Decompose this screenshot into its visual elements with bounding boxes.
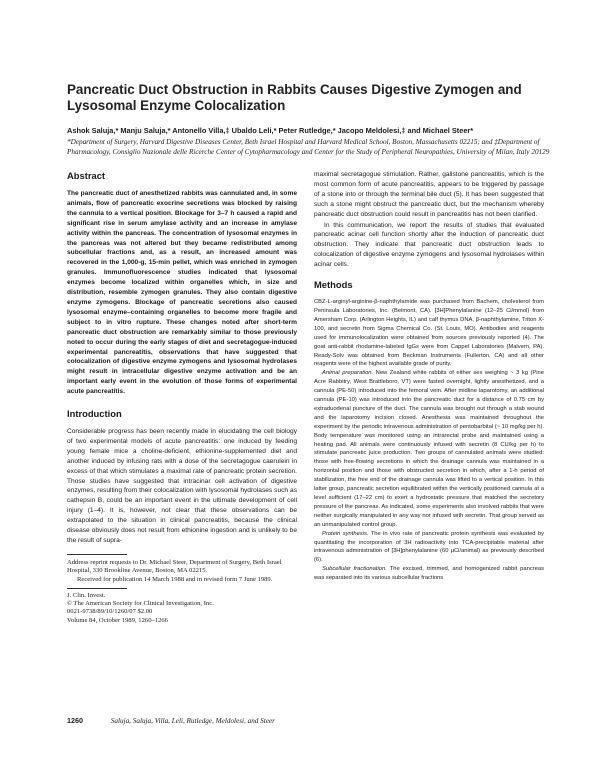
introduction-paragraph-3: In this communication, we report the results of studies that evaluated pancreatic acinar cell function shortly after the induction of pancreatic duct obstruction. They indicate that pancreatic duct obstruction leads to colocalization of digestive enzyme zymogens and lysosomal hydrolases within acinar cells. bbox=[314, 221, 544, 269]
article-title: Pancreatic Duct Obstruction in Rabbits Causes Digestive Zymogen and Lysosomal Enzyme Colocalization bbox=[67, 82, 522, 113]
right-column bbox=[314, 170, 544, 583]
page-number: 1260 bbox=[67, 716, 83, 725]
protein-synthesis-text: The in vivo rate of pancreatic protein synthesis was evaluated by quantitating the incorporation of 3H radioactivity into TCA-precipitable material after intravenous administration of [3H]phenylalanine (60 μCi/animal) as previously described (6). bbox=[314, 530, 544, 564]
left-column bbox=[67, 170, 297, 625]
methods-subcellular-fractionation bbox=[314, 565, 544, 583]
methods-heading: Methods bbox=[314, 279, 353, 291]
methods-materials-paragraph: CBZ-L-arginyl-arginine-β-naphthylamide was purchased from Bachem, cholesterol from Peninsula Laboratories, Inc. (Belmont, CA). [3H]Phenylalanine (12–25 Ci/mmol) from Amersham Corp. (Arlington Heights, IL) and calf thymus DNA, β-naphthylamine, Triton X-100, and secretin from Sigma Chemical Co. (St. Louis, MO). Antibodies and reagents used for immunolocalization were obtained from sources previously reported (4). The goat anti-rabbit rhodamine-labeled IgGs were from Cappel Laboratories (Malvern, PA). Ready-Solv was obtained from Beckman Instruments (Fullerton, CA) and all other reagents were of the highest available grade of purity. bbox=[314, 299, 544, 368]
author-affiliations: *Department of Surgery, Harvard Digestive Diseases Center, Beth Israel Hospital and Harvard Medical School, Boston, Massachusetts 02215; and ‡Department of Pharmacology, Consiglio Nazionale delle Ricerche Center of Cytopharmacology and Center for the Study of Peripheral Neuropathies, University of Milan, Italy 20129 bbox=[67, 138, 550, 157]
footnote-rule bbox=[67, 554, 127, 555]
abstract-text: The pancreatic duct of anesthetized rabbits was cannulated and, in some animals, flow of pancreatic exocrine secretions was blocked by raising the cannula to a vertical position. Blockage for 3–7 h caused a rapid and significant rise in serum amylase activity and an increase in amylase activity within the pancreas. The concentration of lysosomal enzymes in the pancreas was not altered but they became redistributed among subcellular fractions and, as a result, an increased amount was recovered in the 1,000-g, 15-min pellet, which was enriched in zymogen granules. Immunofluorescence studies indicated that lysosomal enzymes become localized within organelles which, in size and distribution, resemble zymogen granules. They also contain digestive enzyme zymogens. Blockage of pancreatic secretions also caused lysosomal enzyme–containing organelles to become more fragile and subject to in vitro rupture. These changes noted after short-term pancreatic duct obstruction are remarkably similar to those previously noted to occur during the early stages of diet and secretagogue-induced experimental pancreatitis, observations that have suggested that colocalization of digestive enzyme zymogens and lysosomal hydrolases might result in intracellular digestive enzyme activation and be an important early event in the evolution of those forms of experimental acute pancreatitis. bbox=[67, 190, 297, 396]
introduction-paragraph-1: Considerable progress has been recently made in elucidating the cell biology of two experimental models of acute pancreatitis: one induced by feeding young female mice a choline-deficient, ethionine-supplemented diet and another induced by infusing rats with a dose of the secretagogue caerulein in excess of that which stimulates a maximal rate of pancreatic protein secretion. Those studies have suggested that intracinar cell activation of digestive enzymes, resulting from their colocalization with lysosomal hydrolases such as cathepsin B, could be an important event in the ultimate development of cell injury (1–4). It is, however, not clear that these observations can be extrapolated to the situation in clinical pancreatitis, because the clinical disease obviously does not result from ethionine ingestion and is unlikely to be the result of supra- bbox=[67, 428, 297, 544]
author-list: Ashok Saluja,* Manju Saluja,* Antonello Villa,‡ Ubaldo Leli,* Peter Rutledge,* Jacopo Meldolesi,‡ and Michael Steer* bbox=[67, 126, 474, 135]
issn-line: 0021-9738/89/10/1260/07 $2.00 bbox=[67, 608, 153, 616]
methods-animal-preparation bbox=[314, 369, 544, 529]
footnote-rule-2 bbox=[67, 588, 127, 589]
subcellular-fractionation-text: The excised, trimmed, and homogenized rabbit pancreas was separated into its various subcellular fractions bbox=[314, 566, 545, 582]
footnote-address: Address reprint requests to Dr. Michael Steer, Department of Surgery, Beth Israel Hospital, 330 Brookline Avenue, Boston, MA 02215. bbox=[67, 558, 282, 575]
volume-line: Volume 84, October 1989, 1260–1266 bbox=[67, 616, 168, 624]
journal-name: J. Clin. Invest. bbox=[67, 591, 106, 599]
page-footer bbox=[67, 716, 547, 725]
runin-animal-preparation: Animal preparation. bbox=[322, 370, 374, 377]
copyright-line: © The American Society for Clinical Investigation, Inc. bbox=[67, 600, 214, 608]
runin-subcellular-fractionation: Subcellular fractionation. bbox=[322, 566, 387, 573]
introduction-heading: Introduction bbox=[67, 408, 122, 420]
methods-protein-synthesis bbox=[314, 530, 544, 566]
methods-body bbox=[314, 298, 544, 583]
running-head: Saluja, Saluja, Villa, Leli, Rutledge, Meldolesi, and Steer bbox=[110, 717, 275, 725]
footnote-received: Received for publication 14 March 1988 and in revised form 7 June 1989. bbox=[77, 575, 273, 583]
animal-preparation-text: New Zealand white rabbits of either sex weighing ~ 3 kg (Pine Acre Rabbitry, West Brattleboro, VT) were fasted overnight, lightly anesthetized, and a cannula (PE-50) introduced into the femoral vein. After midline laparotomy, an additional cannula (PE-10) was introduced into the pancreatic duct for a distance of 0.75 cm by extraduodenal puncture of the duct. The cannula was brought out through a stab wound and the laparotomy incision closed. Anesthesia was maintained throughout the experiment by the periodic intravenous administration of pentobarbital (~ 10 mg/kg per h). Body temperature was monitored using an intrarectal probe and maintained using a heating pad. All animals were continuously infused with secretin (8 CU/kg per h) to stimulate pancreatic juice production. Two groups of cannulated animals were studied: those with free-flowing secretions in which the drainage cannula was maintained in a horizontal position and those with obstructed secretion in which, after a 1-h period of stabilization, the free end of the drainage cannula was lifted to a vertical position. In this latter group, pancreatic secretion equilibrated within the vertically positioned cannula at a level sufficient (17–22 cm) to exert a hydrostatic pressure that matched the secretory pressure of the pancreas. As indicated, some experiments also involved rabbits that were neither surgically manipulated in any way nor infused with secretin. That group served as an unmanipulated control group. bbox=[314, 370, 544, 528]
abstract-heading: Abstract bbox=[67, 170, 106, 181]
runin-protein-synthesis: Protein synthesis. bbox=[322, 530, 369, 537]
introduction-paragraph-2: maximal secretagogue stimulation. Rather, gallstone pancreatitis, which is the most common form of acute pancreatitis, appears to be triggered by passage of a stone into or through the terminal bile duct (5). It has been suggested that such a stone might obstruct the pancreatic duct, but the mechanism whereby pancreatic duct obstruction could result in pancreatitis has not been clarified. bbox=[314, 171, 544, 218]
